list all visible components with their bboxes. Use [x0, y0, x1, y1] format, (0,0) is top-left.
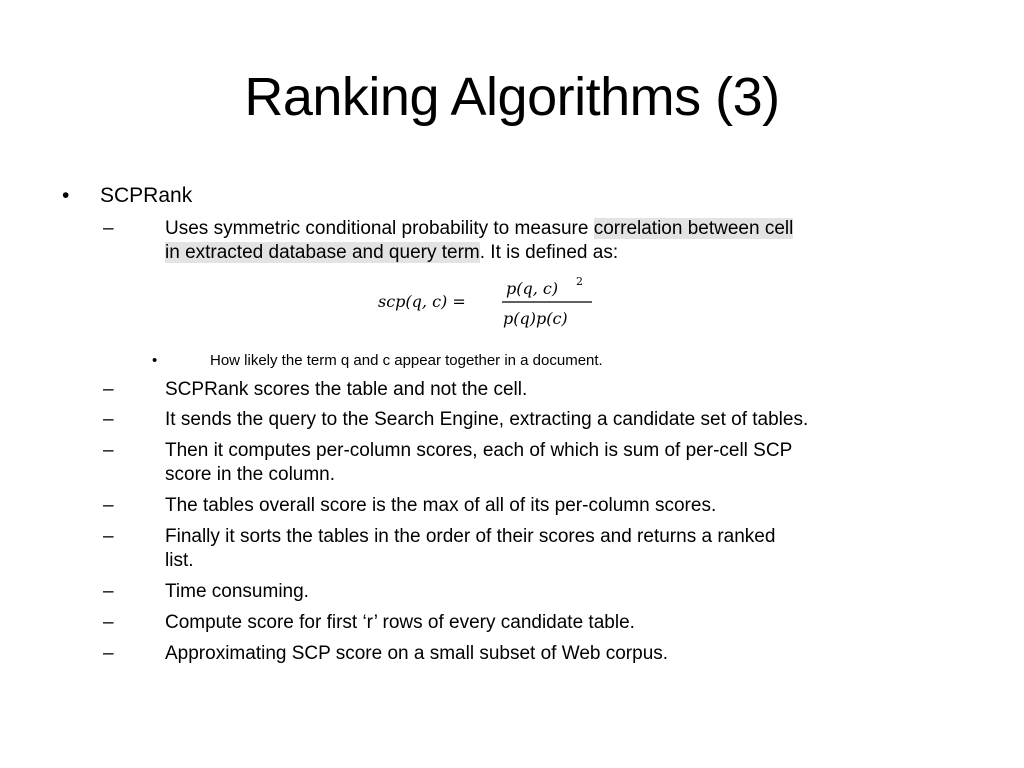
sub-bullet-text: It sends the query to the Search Engine, extracting a candidate set of tables.	[165, 409, 809, 430]
slide-title: Ranking Algorithms (3)	[244, 67, 780, 127]
formula-numerator: p(q, c)	[506, 279, 559, 298]
highlight-text-2: in extracted database and query term	[165, 242, 480, 263]
line-1: Finally it sorts the tables in the order of their scores and returns a ranked	[165, 526, 776, 547]
bullet-marker: •	[62, 184, 70, 207]
line-1	[165, 217, 965, 241]
sub-bullet-text: SCPRank scores the table and not the cell.	[165, 379, 528, 400]
text-post: . It is defined as:	[479, 242, 619, 263]
dash-marker: –	[103, 526, 114, 547]
dash-marker: –	[103, 379, 114, 400]
sub-bullet-text: The tables overall score is the max of all of its per-column scores.	[165, 495, 717, 516]
dash-marker: –	[103, 218, 114, 239]
dash-marker: –	[103, 440, 114, 461]
sub-bullet-text: Compute score for first ‘r’ rows of every candidate table.	[165, 612, 635, 633]
dash-marker: –	[103, 409, 114, 430]
scp-formula	[376, 274, 596, 330]
formula-denominator: p(q)p(c)	[503, 309, 568, 328]
dash-marker: –	[103, 581, 114, 602]
formula-exponent: 2	[576, 275, 583, 288]
line-1: Then it computes per-column scores, each of which is sum of per-cell SCP	[165, 440, 793, 461]
dash-marker: –	[103, 643, 114, 664]
sub-bullet-text	[165, 525, 965, 573]
highlight-text-1: correlation between cell	[593, 218, 794, 239]
bullet-text: SCPRank	[100, 184, 193, 207]
line-2	[165, 241, 965, 265]
sub-bullet-text: Time consuming.	[165, 581, 309, 602]
line-2: list.	[165, 550, 194, 571]
dash-marker: –	[103, 612, 114, 633]
text-pre: Uses symmetric conditional probability to measure	[165, 218, 594, 239]
subsub-bullet-text: How likely the term q and c appear together in a document.	[210, 352, 603, 369]
line-2: score in the column.	[165, 464, 336, 485]
sub-bullet-text	[165, 217, 965, 265]
sub-bullet-text	[165, 439, 965, 487]
bullet-marker: •	[152, 352, 158, 369]
dash-marker: –	[103, 495, 114, 516]
formula-lhs: scp(q, c) =	[378, 292, 466, 311]
sub-bullet-text: Approximating SCP score on a small subset of Web corpus.	[165, 643, 669, 664]
